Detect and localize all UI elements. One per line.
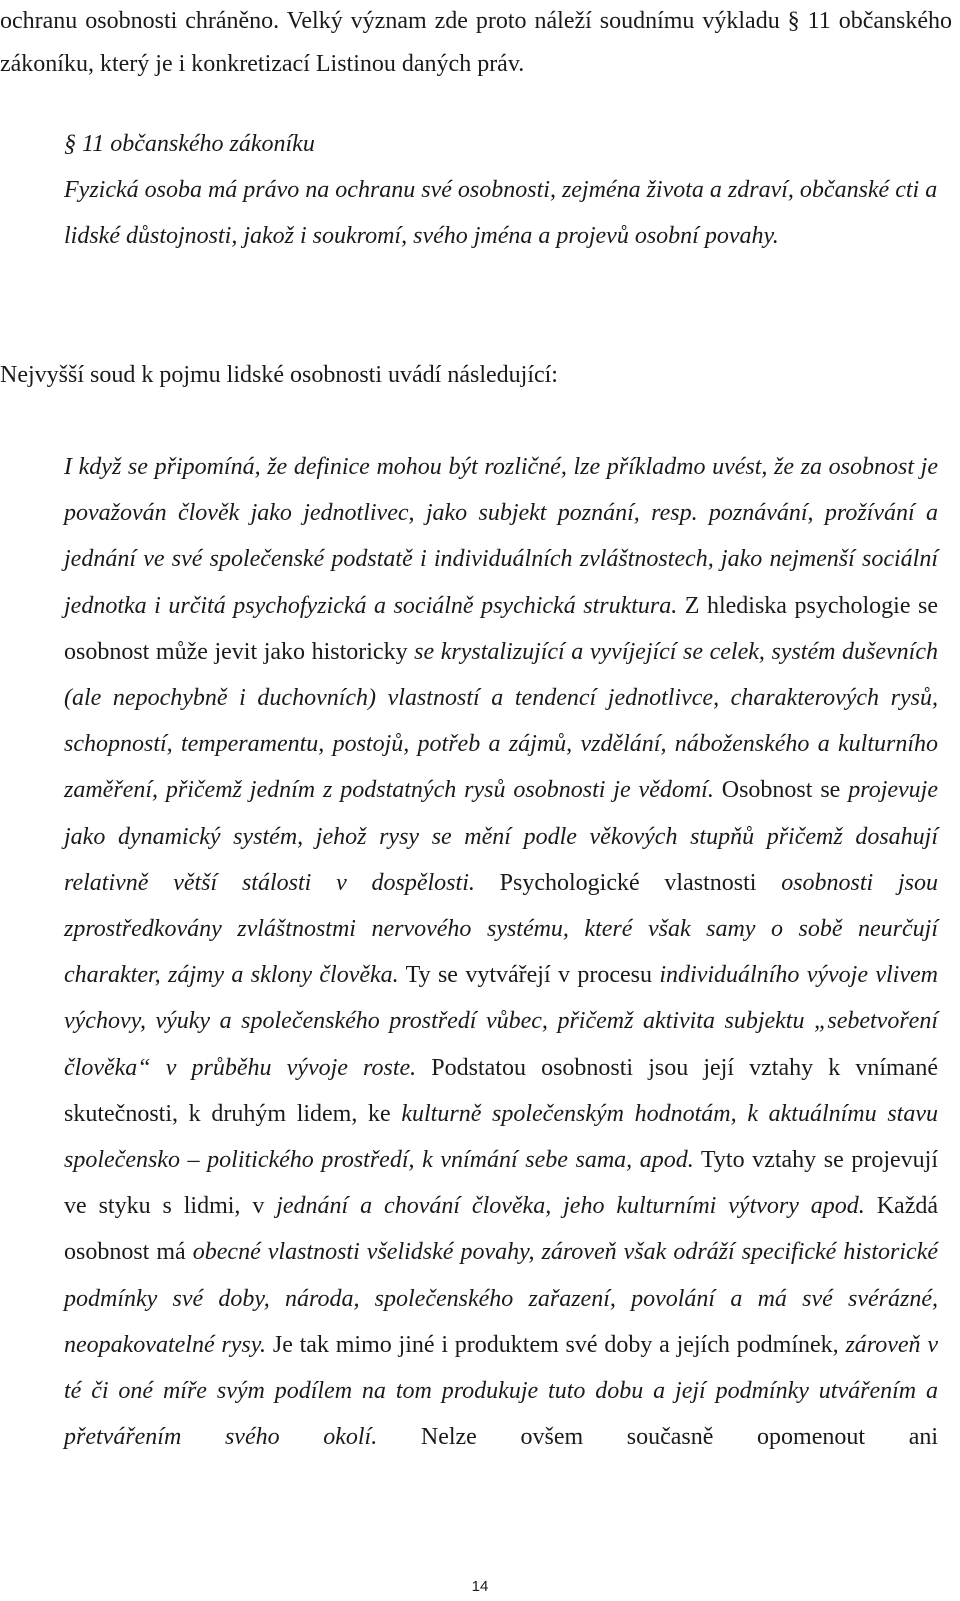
quote-segment: se krystalizující a vyvíjející se celek, systém duševních (ale nepochybně i duchovních) vlastností a tendencí jednotlivce, charakterových rysů, schopností, temperamentu, postojů, potřeb a zájmů, vzdělání, náboženského a kulturního zaměření, přičemž jedním z podstatných rysů osobnosti je vědomí. <box>64 638 938 804</box>
quote-segment: Je tak mimo jiné i produktem své doby a jejích podmínek, <box>266 1331 846 1358</box>
page-number: 14 <box>471 1578 489 1595</box>
statute-quote <box>64 121 944 259</box>
quote-segment: projevuje jako dynamický systém, jehož rysy se mění podle věkových stupňů přičemž dosahují relativně větší stálosti v dospělosti. <box>64 777 938 896</box>
quote-segment: obecné vlastnosti všelidské povahy, zároveň však odráží specifické historické podmínky své doby, národa, společenského zařazení, povolání a má své svérázné, neopakovatelné rysy. <box>64 1239 939 1358</box>
statute-quote-heading: § 11 občanského zákoníku <box>64 131 315 157</box>
quote-segment: osobnosti jsou zprostředkovány zvláštnostmi nervového systému, které však samy o sobě neurčují charakter, zájmy a sklony člověka. <box>64 869 938 989</box>
court-quote <box>64 444 938 1460</box>
supreme-court-intro: Nejvyšší soud k pojmu lidské osobnosti uvádí následující: <box>0 362 558 388</box>
statute-quote-text: Fyzická osoba má právo na ochranu své osobnosti, zejména života a zdraví, občanské cti a lidské důstojnosti, jakož i soukromí, svého jména a projevů osobní povahy. <box>64 177 938 249</box>
quote-segment: kulturně společenským hodnotám, k aktuálnímu stavu společensko – politického prostředí, k vnímání sebe sama, apod. <box>64 1100 938 1174</box>
quote-segment: I když se připomíná, že definice mohou být rozličné, lze příkladmo uvést, že za osobnost je považován člověk jako jednotlivec, jako subjekt poznání, resp. poznávání, prožívání a jednání ve své společenské podstatě i individuálních zvláštnostech, jako nejmenší sociální jednotka i určitá psychofyzická a sociálně psychická struktura. <box>64 454 938 619</box>
quote-segment: Osobnost se <box>713 777 849 804</box>
quote-segment: individuálního vývoje vlivem výchovy, výuky a společenského prostředí vůbec, přičemž aktivita subjektu „sebetvoření člověka“ v průběhu vývoje roste. <box>64 962 938 1081</box>
quote-segment: Každá osobnost má <box>64 1193 938 1266</box>
quote-segment: Nelze ovšem současně opomenout ani <box>377 1424 939 1451</box>
quote-segment: jednání a chování člověka, jeho kulturními výtvory apod. <box>276 1193 865 1220</box>
intro-paragraph: ochranu osobnosti chráněno. Velký význam zde proto náleží soudnímu výkladu § 11 občanského zákoníku, který je i konkretizací Listinou daných práv. <box>0 8 952 77</box>
quote-segment: Podstatou osobnosti jsou její vztahy k vnímané skutečnosti, k druhým lidem, ke <box>64 1054 938 1127</box>
quote-segment: Tyto vztahy se projevují ve styku s lidmi, v <box>64 1147 938 1220</box>
quote-segment: Z hlediska psychologie se osobnost může jevit jako historicky <box>64 592 938 665</box>
quote-segment: zároveň v té či oné míře svým podílem na tom produkuje tuto dobu a její podmínky utvářením a přetvářením svého okolí. <box>64 1331 938 1451</box>
quote-segment: Ty se vytvářejí v procesu <box>398 962 660 989</box>
quote-segment: Psychologické vlastnosti <box>474 869 782 896</box>
